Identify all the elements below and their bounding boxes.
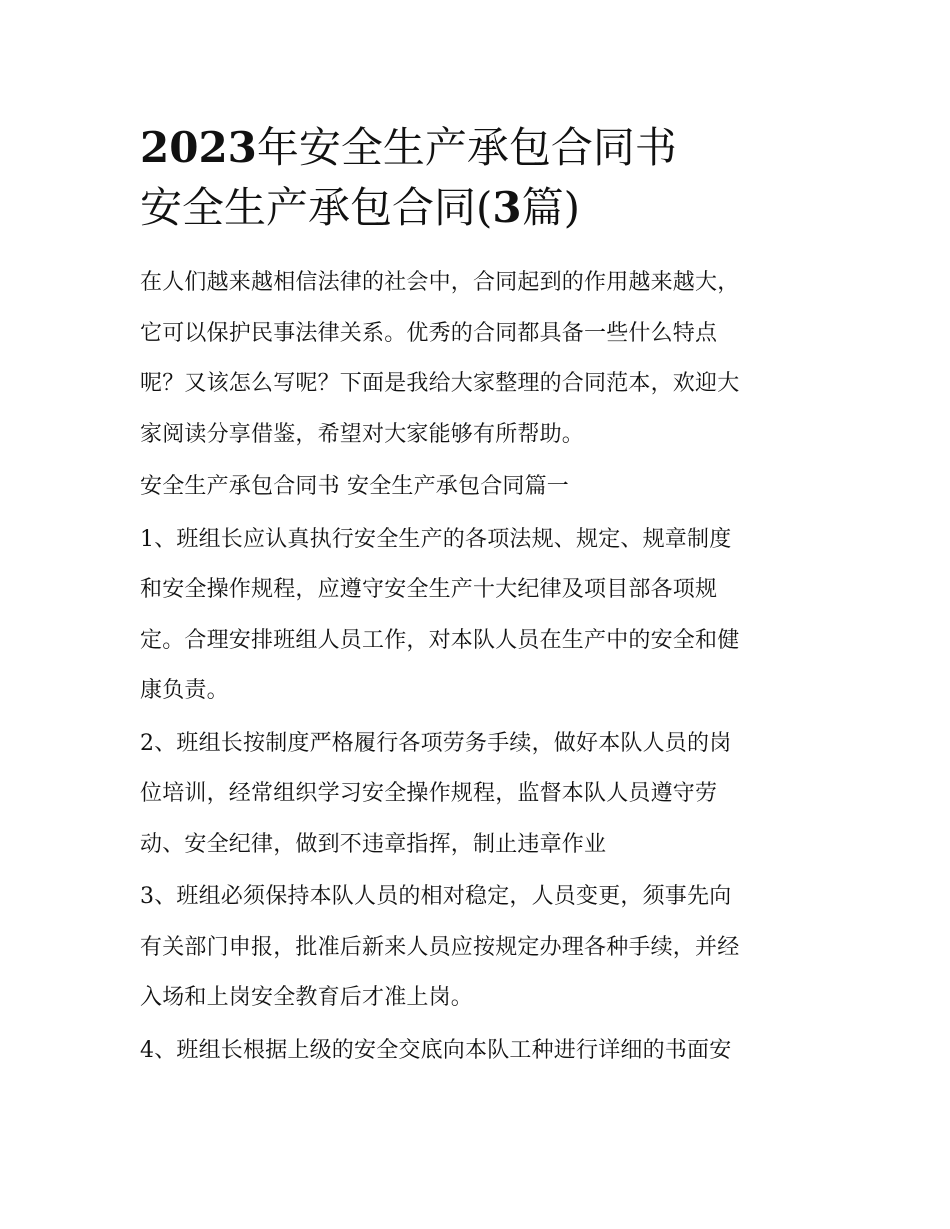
title-count: 3 <box>492 183 522 232</box>
paragraph-line: 安全生产承包合同书 安全生产承包合同篇一 <box>140 474 569 499</box>
paragraph-line: 3、班组必须保持本队人员的相对稳定，人员变更，须事先向 <box>140 884 732 909</box>
title-line-2-text-a: 安全生产承包合同( <box>140 183 493 232</box>
section-heading <box>140 462 820 513</box>
paragraph-line: 动、安全纪律，做到不违章指挥，制止违章作业 <box>140 831 607 857</box>
clause-2 <box>140 719 820 871</box>
paragraph-line: 1、班组长应认真执行安全生产的各项法规、规定、规章制度 <box>140 526 732 552</box>
title-year: 2023 <box>140 123 257 172</box>
paragraph-line: 2、班组长按制度严格履行各项劳务手续，做好本队人员的岗 <box>140 730 732 756</box>
paragraph-line: 呢？又该怎么写呢？下面是我给大家整理的合同范本，欢迎大 <box>140 371 740 396</box>
title-line-2-text-b: 篇) <box>521 183 581 232</box>
document-page <box>140 118 820 1078</box>
paragraph-line: 有关部门申报，批准后新来人员应按规定办理各种手续，并经 <box>140 934 740 960</box>
paragraph-line: 入场和上岗安全教育后才准上岗。 <box>140 985 474 1010</box>
clause-3 <box>140 872 820 1024</box>
clause-4 <box>140 1026 820 1077</box>
paragraph-line: 在人们越来越相信法律的社会中，合同起到的作用越来越大， <box>140 270 740 295</box>
paragraph-line: 定。合理安排班组人员工作，对本队人员在生产中的安全和健 <box>140 627 740 653</box>
paragraph-line: 4、班组长根据上级的安全交底向本队工种进行详细的书面安 <box>140 1037 732 1063</box>
paragraph-line: 康负责。 <box>140 678 229 703</box>
document-title <box>140 118 820 238</box>
intro-paragraph <box>140 258 820 460</box>
paragraph-line: 家阅读分享借鉴，希望对大家能够有所帮助。 <box>140 421 585 447</box>
title-line-1-text: 年安全生产承包合同书 <box>256 123 677 172</box>
title-line-1 <box>140 118 820 178</box>
document-body <box>140 258 820 1076</box>
paragraph-line: 和安全操作规程，应遵守安全生产十大纪律及项目部各项规 <box>140 577 718 602</box>
paragraph-line: 位培训，经常组织学习安全操作规程，监督本队人员遵守劳 <box>140 781 718 806</box>
title-line-2 <box>140 178 820 238</box>
clause-1 <box>140 515 820 717</box>
paragraph-line: 它可以保护民事法律关系。优秀的合同都具备一些什么特点 <box>140 320 718 346</box>
